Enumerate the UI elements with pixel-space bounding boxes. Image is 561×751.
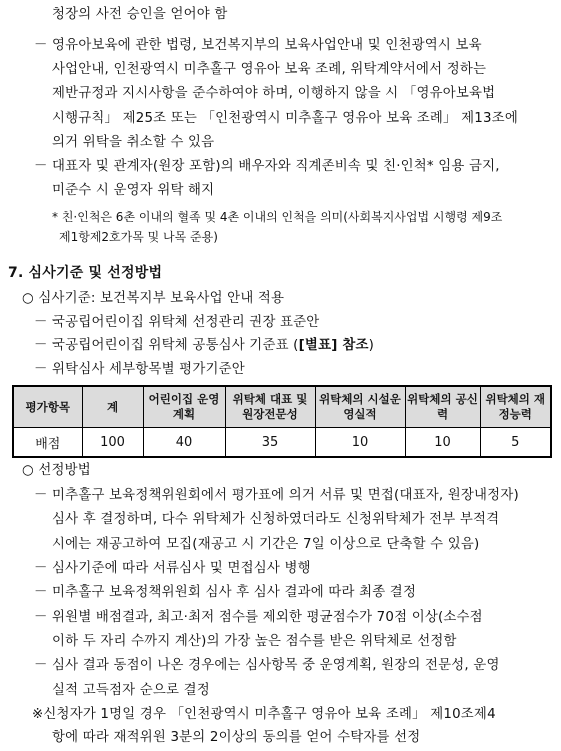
- text-line: 의거 위탁을 취소할 수 있음: [52, 135, 215, 150]
- header-cell: 평가항목: [13, 386, 82, 428]
- selection-line: 심사 후 결정하며, 다수 위탁체가 신청하였더라도 신청위탁체가 전부 부적격: [52, 512, 500, 527]
- criteria-item-text: ): [368, 338, 375, 353]
- text-line: 사업안내, 인천광역시 미추홀구 영유아 보육 조례, 위탁계약서에서 정하는: [52, 62, 487, 77]
- criteria-item: － 위탁심사 세부항목별 평가기준안: [34, 362, 245, 377]
- text-line: － 영유아보육에 관한 법령, 보건복지부의 보육사업안내 및 인천광역시 보육: [34, 38, 482, 53]
- criteria-label: ○ 심사기준: 보건복지부 보육사업 안내 적용: [22, 291, 285, 306]
- header-cell: 위탁체의 재정능력: [480, 386, 551, 428]
- text-line: 시행규칙」 제25조 또는 「인천광역시 미추홀구 영유아 보육 조례」 제13조에: [52, 111, 518, 126]
- selection-line: － 심사 결과 동점이 나온 경우에는 심사항목 중 운영계획, 원장의 전문성, 운영: [34, 658, 500, 673]
- selection-line: － 심사기준에 따라 서류심사 및 면접심사 병행: [34, 561, 311, 576]
- selection-line: 실적 고득점자 순으로 결정: [52, 683, 210, 698]
- header-cell: 위탁체의 공신력: [405, 386, 480, 428]
- table-cell: 10: [405, 428, 480, 458]
- selection-footnote: ※신청자가 1명일 경우 「인천광역시 미추홀구 영유아 보육 조례」 제10조제4: [32, 707, 496, 722]
- table-cell: 35: [225, 428, 315, 458]
- selection-line: － 미추홀구 보육정책위원회 심사 후 심사 결과에 따라 최종 결정: [34, 585, 417, 600]
- selection-line: － 위원별 배점결과, 최고·최저 점수를 제외한 평균점수가 70점 이상(소수점: [34, 610, 483, 625]
- table-cell: 10: [315, 428, 405, 458]
- text-line: 미준수 시 운영자 위탁 해지: [52, 183, 215, 198]
- table-header-row: [13, 386, 551, 428]
- selection-label: ○ 선정방법: [22, 463, 91, 478]
- criteria-item: [34, 337, 374, 355]
- text-line: 제반규정과 지시사항을 준수하여야 하며, 이행하지 않을 시 「영유아보육법: [52, 86, 496, 101]
- evaluation-table: [12, 385, 552, 458]
- table-row: [13, 428, 551, 458]
- selection-line: 이하 두 자리 수까지 계산)의 가장 높은 점수를 받은 위탁체로 선정함: [52, 634, 457, 649]
- section-title: 7. 심사기준 및 선정방법: [8, 265, 163, 281]
- table-cell: 5: [480, 428, 551, 458]
- header-cell: 위탁체 대표 및 원장전문성: [225, 386, 315, 428]
- header-cell: 어린이집 운영계획: [143, 386, 225, 428]
- table-cell: 배점: [13, 428, 82, 458]
- selection-footnote: 항에 따라 재적위원 3분의 2이상의 동의를 얻어 수탁자를 선정: [52, 730, 421, 745]
- table-cell: 100: [82, 428, 143, 458]
- footnote-line: 제1항제2호가목 및 나목 준용): [59, 230, 218, 244]
- selection-line: 시에는 재공고하여 모집(재공고 시 기간은 7일 이상으로 단축할 수 있음): [52, 537, 480, 552]
- criteria-item: － 국공립어린이집 위탁체 선정관리 권장 표준안: [34, 315, 320, 330]
- criteria-item-text: － 국공립어린이집 위탁체 공통심사 기준표 (: [34, 338, 299, 353]
- header-cell: 위탁체의 시설운영실적: [315, 386, 405, 428]
- text-line: 청장의 사전 승인을 얻어야 함: [52, 7, 228, 22]
- appendix-reference: [별표] 참조: [298, 338, 369, 353]
- header-cell: 계: [82, 386, 143, 428]
- selection-line: － 미추홀구 보육정책위원회에서 평가표에 의거 서류 및 면접(대표자, 원장내정자): [34, 488, 519, 503]
- text-line: － 대표자 및 관계자(원장 포함)의 배우자와 직계존비속 및 친·인척* 임용 금지,: [34, 159, 500, 174]
- footnote-line: * 친·인척은 6촌 이내의 혈족 및 4촌 이내의 인척을 의미(사회복지사업법 시행령 제9조: [52, 210, 503, 224]
- table-cell: 40: [143, 428, 225, 458]
